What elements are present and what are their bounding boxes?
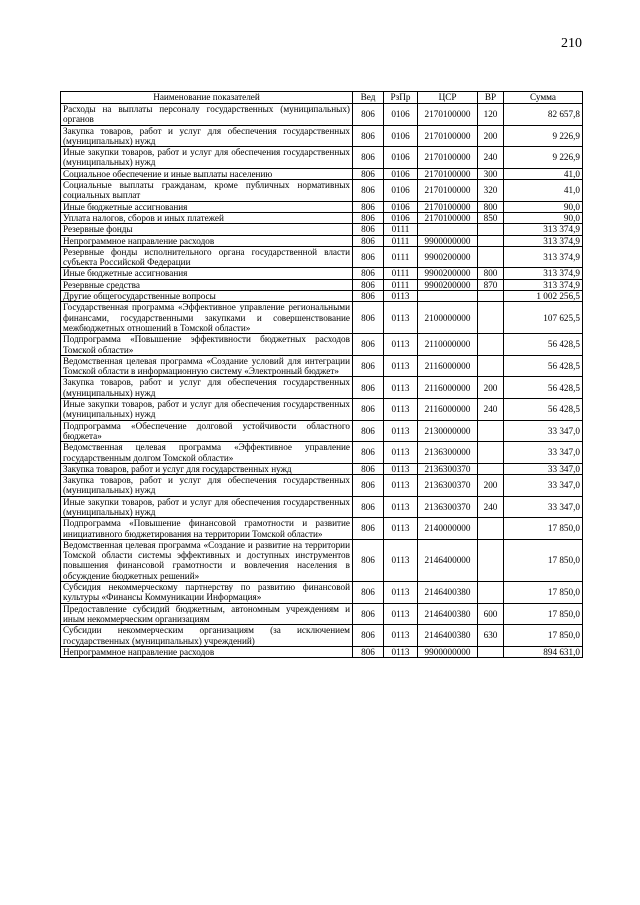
cell-rzpr: 0113 [384,399,418,421]
cell-ved: 806 [353,603,384,625]
cell-name: Непрограммное направление расходов [61,235,353,246]
cell-rzpr: 0113 [384,291,418,302]
cell-ved: 806 [353,377,384,399]
cell-name: Уплата налогов, сборов и иных платежей [61,212,353,223]
cell-ved: 806 [353,420,384,442]
cell-name: Ведомственная целевая программа «Создание и развитие на территории Томской области системы эффективных и доступных инструментов повышения финансовой грамотности и вовлечения населения в обсуждение бюджетных решений» [61,539,353,581]
cell-name: Расходы на выплаты персоналу государственных (муниципальных) органов [61,104,353,126]
cell-sum: 17 850,0 [504,603,583,625]
cell-ved: 806 [353,125,384,147]
cell-sum: 41,0 [504,168,583,179]
cell-rzpr: 0113 [384,625,418,647]
cell-ved: 806 [353,399,384,421]
cell-rzpr: 0113 [384,539,418,581]
cell-sum: 313 374,9 [504,246,583,268]
cell-sum: 82 657,8 [504,104,583,126]
cell-rzpr: 0106 [384,147,418,169]
cell-ved: 806 [353,475,384,497]
table-row [61,646,583,657]
table-row [61,475,583,497]
cell-csr: 9900200000 [418,246,478,268]
cell-vr: 120 [478,104,504,126]
cell-sum: 1 002 256,5 [504,291,583,302]
cell-csr: 9900000000 [418,646,478,657]
cell-csr: 9900200000 [418,268,478,279]
cell-vr: 630 [478,625,504,647]
cell-ved: 806 [353,334,384,356]
table-row [61,603,583,625]
cell-vr [478,646,504,657]
cell-sum: 33 347,0 [504,463,583,474]
cell-rzpr: 0113 [384,582,418,604]
cell-csr: 9900000000 [418,235,478,246]
cell-rzpr: 0113 [384,355,418,377]
cell-name: Закупка товаров, работ и услуг для обеспечения государственных (муниципальных) нужд [61,377,353,399]
cell-csr [418,291,478,302]
cell-rzpr: 0106 [384,180,418,202]
cell-name: Иные бюджетные ассигнования [61,268,353,279]
cell-csr: 2170100000 [418,180,478,202]
cell-rzpr: 0106 [384,212,418,223]
cell-rzpr: 0113 [384,463,418,474]
cell-vr [478,334,504,356]
table-row [61,104,583,126]
budget-table [60,91,583,658]
cell-sum: 90,0 [504,201,583,212]
cell-sum: 17 850,0 [504,539,583,581]
cell-vr [478,582,504,604]
table-row [61,125,583,147]
cell-sum: 56 428,5 [504,399,583,421]
cell-vr: 600 [478,603,504,625]
cell-ved: 806 [353,291,384,302]
header-sum: Сумма [504,92,583,104]
cell-ved: 806 [353,302,384,334]
cell-name: Государственная программа «Эффективное управление региональными финансами, государственными закупками и совершенствование межбюджетных отношений в Томской области» [61,302,353,334]
cell-csr: 2140000000 [418,518,478,540]
cell-sum: 313 374,9 [504,268,583,279]
cell-sum: 33 347,0 [504,475,583,497]
cell-vr: 240 [478,147,504,169]
cell-sum: 33 347,0 [504,496,583,518]
table-row [61,168,583,179]
table-row [61,302,583,334]
cell-csr: 2136300370 [418,496,478,518]
cell-vr: 240 [478,496,504,518]
cell-name: Резервные фонды исполнительного органа государственной власти субъекта Российской Федерации [61,246,353,268]
cell-sum: 41,0 [504,180,583,202]
cell-rzpr: 0113 [384,603,418,625]
cell-name: Социальное обеспечение и иные выплаты населению [61,168,353,179]
cell-csr: 2116000000 [418,355,478,377]
table-row [61,246,583,268]
cell-rzpr: 0113 [384,334,418,356]
cell-sum: 894 631,0 [504,646,583,657]
cell-vr [478,291,504,302]
cell-sum: 56 428,5 [504,355,583,377]
cell-csr: 2110000000 [418,334,478,356]
cell-name: Резервные фонды [61,224,353,235]
cell-vr: 200 [478,475,504,497]
cell-name: Другие общегосударственные вопросы [61,291,353,302]
table-body [61,104,583,658]
cell-sum: 9 226,9 [504,125,583,147]
cell-ved: 806 [353,646,384,657]
cell-ved: 806 [353,147,384,169]
cell-rzpr: 0106 [384,104,418,126]
cell-vr: 800 [478,201,504,212]
table-row [61,291,583,302]
table-row [61,147,583,169]
cell-sum: 90,0 [504,212,583,223]
cell-sum: 9 226,9 [504,147,583,169]
cell-csr: 2100000000 [418,302,478,334]
cell-name: Подпрограмма «Обеспечение долговой устойчивости областного бюджета» [61,420,353,442]
table-row [61,625,583,647]
cell-vr [478,302,504,334]
header-vr: ВР [478,92,504,104]
cell-vr: 200 [478,125,504,147]
cell-ved: 806 [353,212,384,223]
cell-vr [478,235,504,246]
cell-sum: 17 850,0 [504,582,583,604]
cell-ved: 806 [353,180,384,202]
cell-sum: 17 850,0 [504,625,583,647]
header-ved: Вед [353,92,384,104]
cell-ved: 806 [353,463,384,474]
cell-name: Ведомственная целевая программа «Эффективное управление государственным долгом Томской области» [61,442,353,464]
cell-rzpr: 0113 [384,646,418,657]
table-row [61,518,583,540]
cell-rzpr: 0111 [384,224,418,235]
table-row [61,235,583,246]
cell-vr [478,224,504,235]
cell-csr: 2146400000 [418,539,478,581]
table-row [61,224,583,235]
cell-ved: 806 [353,246,384,268]
table-row [61,201,583,212]
cell-name: Резервные средства [61,279,353,290]
cell-vr [478,442,504,464]
cell-rzpr: 0111 [384,279,418,290]
cell-name: Закупка товаров, работ и услуг для обеспечения государственных (муниципальных) нужд [61,125,353,147]
table-row [61,496,583,518]
cell-vr [478,518,504,540]
cell-csr: 2136300370 [418,475,478,497]
cell-ved: 806 [353,224,384,235]
cell-name: Иные бюджетные ассигнования [61,201,353,212]
cell-vr [478,539,504,581]
cell-csr: 2170100000 [418,104,478,126]
cell-sum: 33 347,0 [504,442,583,464]
cell-rzpr: 0106 [384,168,418,179]
cell-vr [478,463,504,474]
cell-csr: 2170100000 [418,125,478,147]
cell-vr [478,246,504,268]
table-row [61,377,583,399]
cell-vr: 240 [478,399,504,421]
cell-ved: 806 [353,235,384,246]
cell-csr: 2116000000 [418,377,478,399]
cell-ved: 806 [353,442,384,464]
cell-name: Подпрограмма «Повышение эффективности бюджетных расходов Томской области» [61,334,353,356]
cell-ved: 806 [353,279,384,290]
cell-name: Иные закупки товаров, работ и услуг для обеспечения государственных (муниципальных) нужд [61,147,353,169]
cell-sum: 313 374,9 [504,224,583,235]
cell-rzpr: 0113 [384,377,418,399]
cell-rzpr: 0113 [384,442,418,464]
cell-sum: 56 428,5 [504,377,583,399]
cell-rzpr: 0113 [384,420,418,442]
table-row [61,463,583,474]
cell-ved: 806 [353,104,384,126]
cell-vr: 300 [478,168,504,179]
cell-csr: 2146400380 [418,603,478,625]
cell-ved: 806 [353,201,384,212]
table-row [61,355,583,377]
cell-rzpr: 0111 [384,246,418,268]
cell-vr [478,355,504,377]
cell-csr: 2170100000 [418,147,478,169]
cell-csr: 2170100000 [418,201,478,212]
table-row [61,279,583,290]
cell-csr: 2130000000 [418,420,478,442]
cell-name: Непрограммное направление расходов [61,646,353,657]
cell-ved: 806 [353,168,384,179]
cell-name: Закупка товаров, работ и услуг для обеспечения государственных (муниципальных) нужд [61,475,353,497]
cell-name: Ведомственная целевая программа «Создание условий для интеграции Томской области в информационную систему «Электронный бюджет» [61,355,353,377]
cell-rzpr: 0113 [384,496,418,518]
cell-rzpr: 0113 [384,302,418,334]
cell-rzpr: 0113 [384,475,418,497]
cell-name: Закупка товаров, работ и услуг для государственных нужд [61,463,353,474]
cell-name: Иные закупки товаров, работ и услуг для обеспечения государственных (муниципальных) нужд [61,399,353,421]
cell-csr [418,224,478,235]
cell-sum: 107 625,5 [504,302,583,334]
table-row [61,442,583,464]
cell-ved: 806 [353,625,384,647]
cell-vr: 800 [478,268,504,279]
cell-vr [478,420,504,442]
cell-name: Предоставление субсидий бюджетным, автономным учреждениям и иным некоммерческим организациям [61,603,353,625]
table-row [61,180,583,202]
table-row [61,212,583,223]
cell-vr: 850 [478,212,504,223]
cell-ved: 806 [353,582,384,604]
table-row [61,420,583,442]
cell-sum: 56 428,5 [504,334,583,356]
cell-ved: 806 [353,539,384,581]
header-csr: ЦСР [418,92,478,104]
table-row [61,539,583,581]
cell-rzpr: 0106 [384,125,418,147]
cell-csr: 2146400380 [418,625,478,647]
cell-csr: 2170100000 [418,212,478,223]
cell-name: Подпрограмма «Повышение финансовой грамотности и развитие инициативного бюджетирования на территории Томской области» [61,518,353,540]
cell-csr: 2146400380 [418,582,478,604]
table-row [61,334,583,356]
table-header-row [61,92,583,104]
cell-name: Иные закупки товаров, работ и услуг для обеспечения государственных (муниципальных) нужд [61,496,353,518]
cell-sum: 17 850,0 [504,518,583,540]
cell-csr: 9900200000 [418,279,478,290]
cell-rzpr: 0111 [384,268,418,279]
cell-vr: 320 [478,180,504,202]
cell-rzpr: 0111 [384,235,418,246]
cell-rzpr: 0113 [384,518,418,540]
cell-csr: 2170100000 [418,168,478,179]
cell-ved: 806 [353,496,384,518]
cell-ved: 806 [353,268,384,279]
header-name: Наименование показателей [61,92,353,104]
cell-name: Субсидии некоммерческим организациям (за исключением государственных (муниципальных) учреждений) [61,625,353,647]
cell-rzpr: 0106 [384,201,418,212]
cell-csr: 2116000000 [418,399,478,421]
cell-sum: 313 374,9 [504,279,583,290]
table-row [61,582,583,604]
cell-name: Социальные выплаты гражданам, кроме публичных нормативных социальных выплат [61,180,353,202]
cell-vr: 870 [478,279,504,290]
page-number: 210 [561,36,582,51]
cell-name: Субсидия некоммерческому партнерству по развитию финансовой культуры «Финансы Коммуникации Информация» [61,582,353,604]
cell-ved: 806 [353,518,384,540]
cell-ved: 806 [353,355,384,377]
cell-sum: 313 374,9 [504,235,583,246]
header-rzpr: РзПр [384,92,418,104]
cell-csr: 2136300000 [418,442,478,464]
table-row [61,268,583,279]
cell-csr: 2136300370 [418,463,478,474]
table-row [61,399,583,421]
cell-vr: 200 [478,377,504,399]
cell-sum: 33 347,0 [504,420,583,442]
